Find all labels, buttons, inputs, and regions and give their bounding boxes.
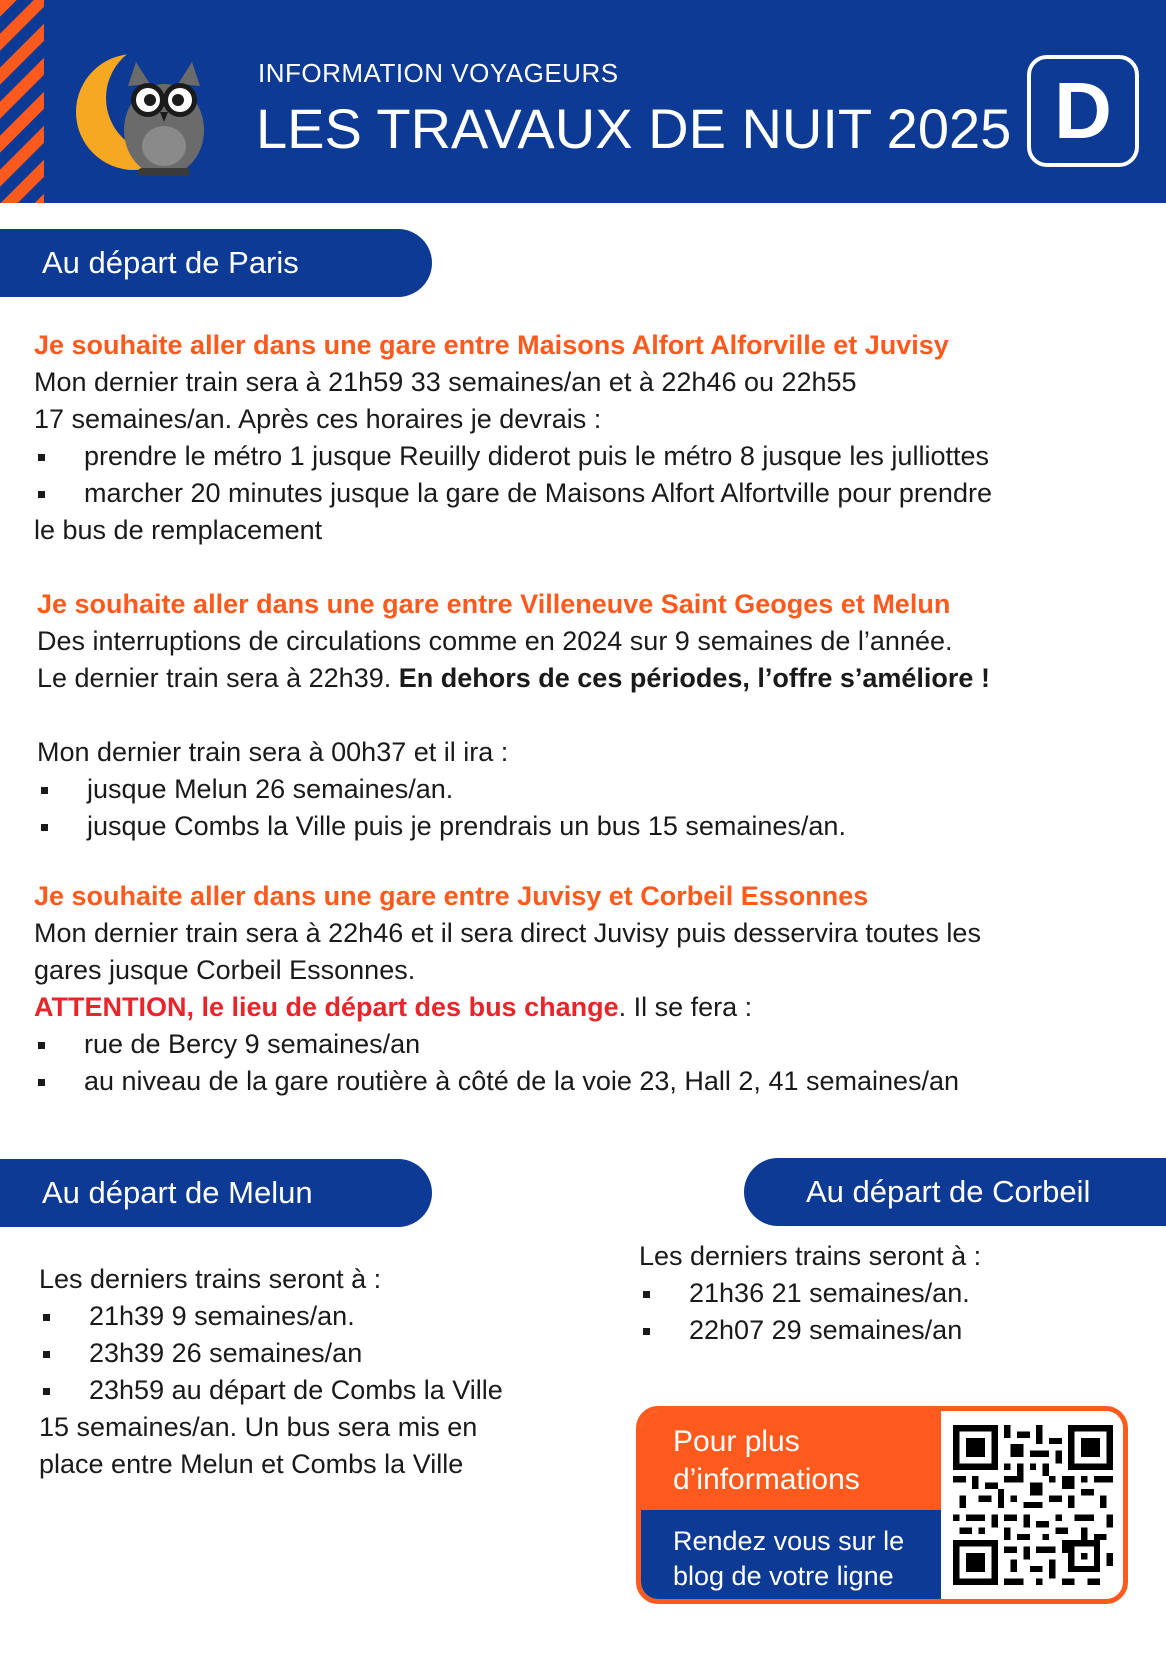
attention-text: ATTENTION, le lieu de départ des bus change (34, 992, 619, 1022)
list-item: prendre le métro 1 jusque Reuilly diderot puis le métro 8 jusque les julliottes (34, 438, 1144, 475)
hazard-stripes (0, 0, 44, 203)
list-item: au niveau de la gare routière à côté de la voie 23, Hall 2, 41 semaines/an (34, 1063, 1144, 1100)
highlight-text: En dehors de ces périodes, l’offre s’améliore ! (398, 663, 990, 693)
paragraph-line: Mon dernier train sera à 21h59 33 semaines/an et à 22h46 ou 22h55 (34, 367, 857, 397)
paragraph-line: place entre Melun et Combs la Ville (39, 1449, 464, 1479)
list-item: jusque Melun 26 semaines/an. (37, 771, 1147, 808)
list-item: marcher 20 minutes jusque la gare de Maisons Alfort Alfortville pour prendre (34, 475, 1144, 512)
list-item: 22h07 29 semaines/an (639, 1312, 1139, 1349)
bullet-list (34, 438, 1144, 512)
blog-line: blog de votre ligne (673, 1561, 894, 1591)
paragraph-line: Les derniers trains seront à : (639, 1241, 982, 1271)
paragraph-text: . Il se fera : (618, 992, 753, 1022)
paragraph-line: Les derniers trains seront à : (39, 1264, 382, 1294)
paris-section-juvisy-corbeil (34, 878, 1144, 1100)
blog-link-text[interactable] (641, 1510, 941, 1604)
section-heading: Je souhaite aller dans une gare entre Maisons Alfort Alforville et Juvisy (34, 330, 949, 360)
header-banner (0, 0, 1166, 203)
list-item: jusque Combs la Ville puis je prendrais un bus 15 semaines/an. (37, 808, 1147, 845)
paragraph-line: Mon dernier train sera à 00h37 et il ira : (37, 737, 509, 767)
section-pill-corbeil: Au départ de Corbeil (744, 1158, 1166, 1226)
list-item: rue de Bercy 9 semaines/an (34, 1026, 1144, 1063)
header-kicker: INFORMATION VOYAGEURS (258, 58, 619, 88)
page-title: LES TRAVAUX DE NUIT 2025 (256, 97, 1012, 160)
paragraph-line: Des interruptions de circulations comme en 2024 sur 9 semaines de l’année. (37, 626, 953, 656)
list-item: 23h39 26 semaines/an (39, 1335, 599, 1372)
more-info-header (641, 1411, 941, 1510)
paragraph-line (34, 989, 1144, 1026)
paris-section-maisons-alfort (34, 327, 1144, 549)
bullet-list (34, 1026, 1144, 1100)
corbeil-section (639, 1238, 1139, 1349)
list-item: 23h59 au départ de Combs la Ville (39, 1372, 599, 1409)
melun-section (39, 1261, 599, 1483)
paragraph-line (37, 660, 1147, 697)
paragraph-text: Le dernier train sera à 22h39. (37, 663, 392, 693)
paragraph-line: Mon dernier train sera à 22h46 et il sera direct Juvisy puis desservira toutes les (34, 918, 981, 948)
line-d-badge: D (1027, 55, 1139, 167)
bullet-list (639, 1275, 1139, 1349)
section-pill-melun: Au départ de Melun (0, 1159, 432, 1227)
section-heading: Je souhaite aller dans une gare entre Villeneuve Saint Geoges et Melun (37, 589, 951, 619)
list-item: 21h36 21 semaines/an. (639, 1275, 1139, 1312)
more-info-card[interactable] (636, 1406, 1128, 1604)
section-pill-paris: Au départ de Paris (0, 229, 432, 297)
more-info-line: Pour plus (673, 1425, 800, 1458)
bullet-list (37, 771, 1147, 845)
paris-section-villeneuve (37, 586, 1147, 845)
more-info-line: d’informations (673, 1463, 860, 1496)
section-heading: Je souhaite aller dans une gare entre Juvisy et Corbeil Essonnes (34, 881, 869, 911)
paragraph-line: le bus de remplacement (34, 515, 323, 545)
list-item: 21h39 9 semaines/an. (39, 1298, 599, 1335)
owl-moon-icon (76, 40, 216, 180)
paragraph-line: 15 semaines/an. Un bus sera mis en (39, 1412, 478, 1442)
paragraph-line: 17 semaines/an. Après ces horaires je devrais : (34, 404, 602, 434)
paragraph-line: gares jusque Corbeil Essonnes. (34, 955, 416, 985)
bullet-list (39, 1298, 599, 1409)
qr-code-icon[interactable] (953, 1425, 1113, 1585)
blog-line: Rendez vous sur le (673, 1526, 905, 1556)
